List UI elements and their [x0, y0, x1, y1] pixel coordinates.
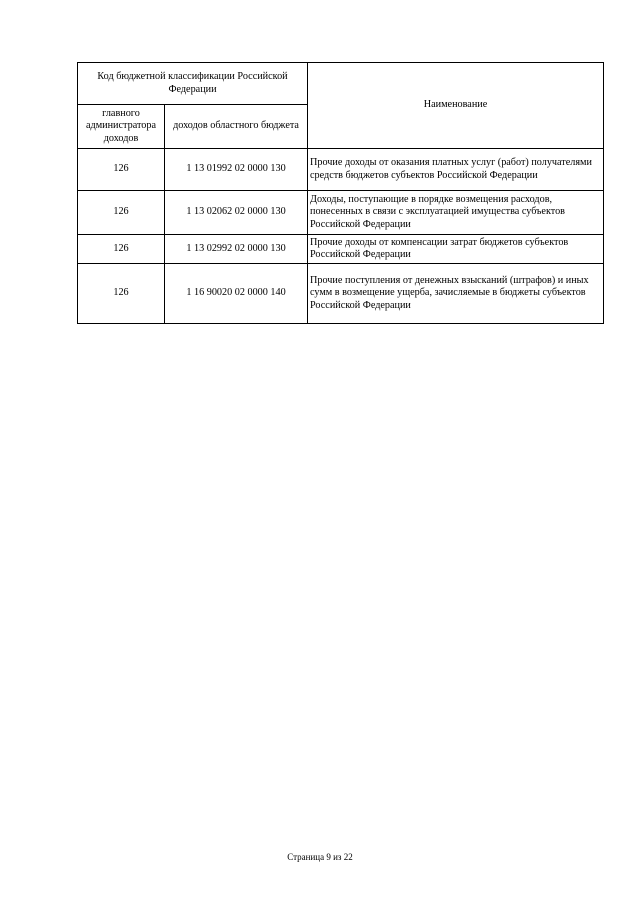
cell-admin-code: 126	[78, 149, 165, 191]
budget-classification-table	[77, 62, 604, 324]
cell-admin-code: 126	[78, 235, 165, 264]
cell-revenue-code: 1 16 90020 02 0000 140	[165, 264, 308, 324]
cell-name: Прочие доходы от оказания платных услуг (работ) получателями средств бюджетов субъектов Российской Федерации	[308, 149, 604, 191]
header-name: Наименование	[308, 63, 604, 149]
header-regional-revenue: доходов областного бюджета	[165, 105, 308, 149]
cell-revenue-code: 1 13 02992 02 0000 130	[165, 235, 308, 264]
cell-revenue-code: 1 13 01992 02 0000 130	[165, 149, 308, 191]
table-row	[78, 191, 604, 235]
cell-name: Прочие доходы от компенсации затрат бюджетов субъектов Российской Федерации	[308, 235, 604, 264]
table-row	[78, 264, 604, 324]
table-header-row-1	[78, 63, 604, 105]
cell-name: Прочие поступления от денежных взысканий (штрафов) и иных сумм в возмещение ущерба, зачисляемые в бюджеты субъектов Российской Федерации	[308, 264, 604, 324]
page-number-footer: Страница 9 из 22	[287, 852, 353, 862]
table-row	[78, 235, 604, 264]
cell-admin-code: 126	[78, 191, 165, 235]
cell-name: Доходы, поступающие в порядке возмещения расходов, понесенных в связи с эксплуатацией имущества субъектов Российской Федерации	[308, 191, 604, 235]
cell-admin-code: 126	[78, 264, 165, 324]
cell-revenue-code: 1 13 02062 02 0000 130	[165, 191, 308, 235]
table-row	[78, 149, 604, 191]
header-main-administrator: главного администратора доходов	[78, 105, 165, 149]
header-budget-code: Код бюджетной классификации Российской Федерации	[78, 63, 308, 105]
